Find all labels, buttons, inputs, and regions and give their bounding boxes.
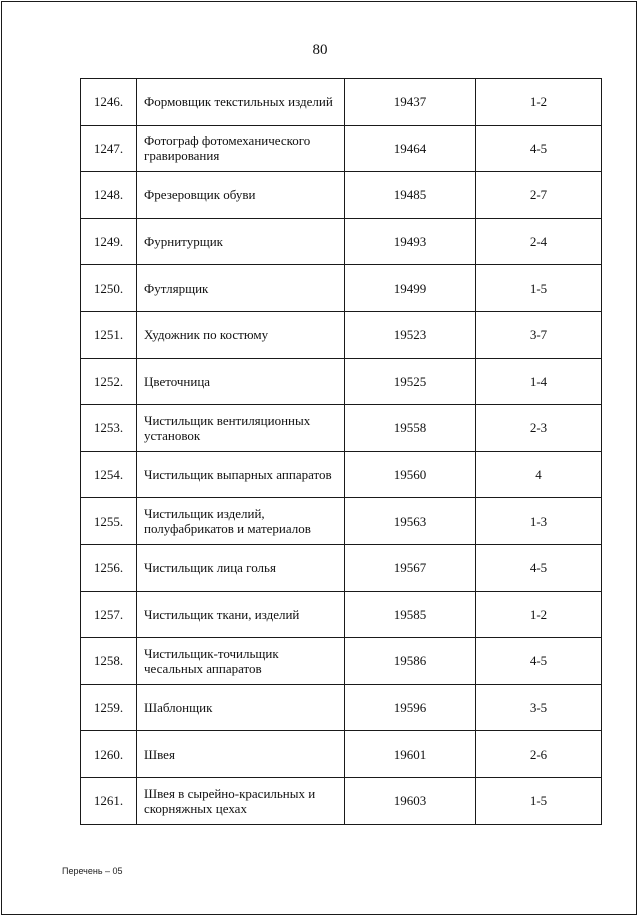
row-number: 1253. xyxy=(81,405,137,452)
row-number: 1250. xyxy=(81,265,137,312)
profession-name: Швея xyxy=(137,731,345,778)
row-number: 1254. xyxy=(81,451,137,498)
table-row xyxy=(81,638,602,685)
profession-code: 19523 xyxy=(345,311,476,358)
table-row xyxy=(81,358,602,405)
row-number: 1255. xyxy=(81,498,137,545)
profession-name: Швея в сырейно-красильных и скорняжных цехах xyxy=(137,777,345,824)
table-row xyxy=(81,265,602,312)
table-row xyxy=(81,591,602,638)
profession-code: 19603 xyxy=(345,777,476,824)
profession-name: Формовщик текстильных изделий xyxy=(137,79,345,126)
table-row xyxy=(81,79,602,126)
profession-name: Художник по костюму xyxy=(137,311,345,358)
table-row xyxy=(81,311,602,358)
professions-table xyxy=(80,78,602,825)
profession-code: 19464 xyxy=(345,125,476,172)
profession-code: 19596 xyxy=(345,684,476,731)
grade-range: 2-4 xyxy=(476,218,602,265)
row-number: 1246. xyxy=(81,79,137,126)
profession-code: 19585 xyxy=(345,591,476,638)
profession-name: Цветочница xyxy=(137,358,345,405)
profession-name: Чистильщик изделий, полуфабрикатов и материалов xyxy=(137,498,345,545)
table-row xyxy=(81,731,602,778)
profession-name: Чистильщик выпарных аппаратов xyxy=(137,451,345,498)
table-row xyxy=(81,544,602,591)
profession-name: Чистильщик-точильщик чесальных аппаратов xyxy=(137,638,345,685)
row-number: 1249. xyxy=(81,218,137,265)
page-number: 80 xyxy=(312,42,328,58)
profession-name: Фрезеровщик обуви xyxy=(137,172,345,219)
profession-name: Шаблонщик xyxy=(137,684,345,731)
table-row xyxy=(81,777,602,824)
table-row xyxy=(81,172,602,219)
footer-note: Перечень – 05 xyxy=(62,866,123,876)
grade-range: 3-5 xyxy=(476,684,602,731)
grade-range: 2-6 xyxy=(476,731,602,778)
grade-range: 4-5 xyxy=(476,544,602,591)
row-number: 1257. xyxy=(81,591,137,638)
profession-code: 19601 xyxy=(345,731,476,778)
table-row xyxy=(81,125,602,172)
profession-code: 19485 xyxy=(345,172,476,219)
profession-name: Чистильщик вентиляционных установок xyxy=(137,405,345,452)
profession-code: 19525 xyxy=(345,358,476,405)
row-number: 1261. xyxy=(81,777,137,824)
row-number: 1258. xyxy=(81,638,137,685)
table-row xyxy=(81,498,602,545)
grade-range: 4-5 xyxy=(476,638,602,685)
row-number: 1252. xyxy=(81,358,137,405)
row-number: 1251. xyxy=(81,311,137,358)
profession-code: 19499 xyxy=(345,265,476,312)
table-row xyxy=(81,684,602,731)
profession-name: Чистильщик ткани, изделий xyxy=(137,591,345,638)
row-number: 1260. xyxy=(81,731,137,778)
grade-range: 1-3 xyxy=(476,498,602,545)
profession-name: Чистильщик лица голья xyxy=(137,544,345,591)
profession-name: Фурнитурщик xyxy=(137,218,345,265)
profession-code: 19586 xyxy=(345,638,476,685)
profession-code: 19493 xyxy=(345,218,476,265)
professions-table-body xyxy=(81,79,602,825)
grade-range: 1-2 xyxy=(476,79,602,126)
table-row xyxy=(81,405,602,452)
grade-range: 1-5 xyxy=(476,265,602,312)
profession-name: Футлярщик xyxy=(137,265,345,312)
profession-code: 19563 xyxy=(345,498,476,545)
profession-code: 19560 xyxy=(345,451,476,498)
row-number: 1248. xyxy=(81,172,137,219)
grade-range: 2-7 xyxy=(476,172,602,219)
table-row xyxy=(81,218,602,265)
grade-range: 1-2 xyxy=(476,591,602,638)
profession-name: Фотограф фотомеханического гравирования xyxy=(137,125,345,172)
table-row xyxy=(81,451,602,498)
grade-range: 4-5 xyxy=(476,125,602,172)
profession-code: 19437 xyxy=(345,79,476,126)
grade-range: 1-4 xyxy=(476,358,602,405)
grade-range: 1-5 xyxy=(476,777,602,824)
profession-code: 19558 xyxy=(345,405,476,452)
grade-range: 4 xyxy=(476,451,602,498)
row-number: 1256. xyxy=(81,544,137,591)
row-number: 1247. xyxy=(81,125,137,172)
row-number: 1259. xyxy=(81,684,137,731)
grade-range: 3-7 xyxy=(476,311,602,358)
grade-range: 2-3 xyxy=(476,405,602,452)
profession-code: 19567 xyxy=(345,544,476,591)
